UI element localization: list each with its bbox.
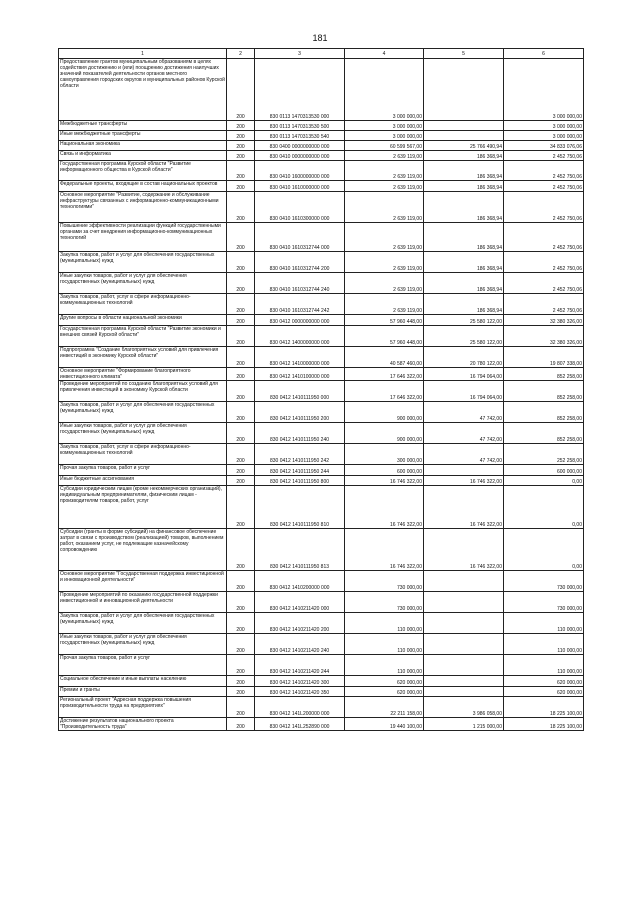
row-name-cell: Федеральные проекты, входящие в состав национальных проектов xyxy=(59,181,227,192)
table-row xyxy=(59,571,584,592)
budget-classification-code-cell: 830 0412 1400000000 000 xyxy=(255,326,345,347)
executed-amount-cell: 3 986 058,00 xyxy=(424,697,504,718)
unexecuted-amount-cell: 18 225 100,00 xyxy=(504,697,584,718)
column-number-header: 4 xyxy=(345,49,424,59)
unexecuted-amount-cell: 2 452 750,06 xyxy=(504,223,584,252)
budget-classification-code-cell: 830 0400 0000000000 000 xyxy=(255,141,345,151)
page-number: 181 xyxy=(312,33,328,43)
row-name-cell: Межбюджетные трансферты xyxy=(59,121,227,131)
approved-amount-cell: 2 639 119,00 xyxy=(345,252,424,273)
line-code-cell: 200 xyxy=(227,655,255,676)
row-name-cell: Государственная программа Курской области "Развитие информационного общества в Курской области" xyxy=(59,161,227,181)
unexecuted-amount-cell: 110 000,00 xyxy=(504,655,584,676)
approved-amount-cell: 57 960 448,00 xyxy=(345,315,424,326)
table-row xyxy=(59,326,584,347)
row-name-cell: Закупка товаров, работ и услуг для обеспечения государственных (муниципальных) нужд xyxy=(59,613,227,634)
column-number-header: 2 xyxy=(227,49,255,59)
approved-amount-cell: 17 646 322,00 xyxy=(345,381,424,402)
unexecuted-amount-cell: 32 380 326,00 xyxy=(504,315,584,326)
approved-amount-cell: 2 639 119,00 xyxy=(345,273,424,294)
unexecuted-amount-cell: 32 380 326,00 xyxy=(504,326,584,347)
budget-classification-code-cell: 830 0412 141L200000 000 xyxy=(255,697,345,718)
table-row xyxy=(59,368,584,381)
table-row xyxy=(59,529,584,571)
table-row xyxy=(59,181,584,192)
table-row xyxy=(59,402,584,423)
row-name-cell: Основное мероприятие "Формирование благоприятного инвестиционного климата" xyxy=(59,368,227,381)
executed-amount-cell: 25 580 122,00 xyxy=(424,315,504,326)
line-code-cell: 200 xyxy=(227,121,255,131)
row-name-cell: Основное мероприятие "Развитие, содержание и обслуживание инфраструктуры связанных с информационно-коммуникационными технологиями" xyxy=(59,192,227,223)
table-row xyxy=(59,131,584,141)
approved-amount-cell: 900 000,00 xyxy=(345,402,424,423)
executed-amount-cell: 186 368,94 xyxy=(424,181,504,192)
table-row xyxy=(59,634,584,655)
table-row xyxy=(59,161,584,181)
unexecuted-amount-cell: 2 452 750,06 xyxy=(504,294,584,315)
table-row xyxy=(59,613,584,634)
unexecuted-amount-cell: 0,00 xyxy=(504,529,584,571)
table-row xyxy=(59,423,584,444)
line-code-cell: 200 xyxy=(227,592,255,613)
executed-amount-cell xyxy=(424,613,504,634)
unexecuted-amount-cell: 3 000 000,00 xyxy=(504,131,584,141)
executed-amount-cell: 186 368,94 xyxy=(424,192,504,223)
budget-classification-code-cell: 830 0410 1600000000 000 xyxy=(255,161,345,181)
row-name-cell: Субсидии (гранты в форме субсидий) на финансовое обеспечение затрат в связи с производством (реализацией) товаров, выполнением работ, оказанием услуг, не подлежащие казначейскому сопровождению xyxy=(59,529,227,571)
line-code-cell: 200 xyxy=(227,223,255,252)
unexecuted-amount-cell: 0,00 xyxy=(504,486,584,529)
approved-amount-cell: 2 639 119,00 xyxy=(345,181,424,192)
budget-classification-code-cell: 830 0412 1410211420 300 xyxy=(255,676,345,687)
table-row xyxy=(59,718,584,731)
approved-amount-cell: 110 000,00 xyxy=(345,613,424,634)
row-name-cell: Закупка товаров, работ, услуг в сфере информационно-коммуникационных технологий xyxy=(59,294,227,315)
executed-amount-cell xyxy=(424,592,504,613)
unexecuted-amount-cell: 0,00 xyxy=(504,476,584,486)
table-row xyxy=(59,121,584,131)
unexecuted-amount-cell: 2 452 750,06 xyxy=(504,273,584,294)
executed-amount-cell: 186 368,94 xyxy=(424,151,504,161)
approved-amount-cell: 57 960 448,00 xyxy=(345,326,424,347)
approved-amount-cell: 620 000,00 xyxy=(345,687,424,697)
executed-amount-cell: 16 746 322,00 xyxy=(424,529,504,571)
column-number-header: 6 xyxy=(504,49,584,59)
line-code-cell: 200 xyxy=(227,402,255,423)
unexecuted-amount-cell: 34 833 076,06 xyxy=(504,141,584,151)
table-row xyxy=(59,465,584,476)
approved-amount-cell: 110 000,00 xyxy=(345,634,424,655)
row-name-cell: Повышение эффективности реализации функций государственными органами за счет внедрения информационно-коммуникационных технологий xyxy=(59,223,227,252)
approved-amount-cell: 2 639 119,00 xyxy=(345,161,424,181)
executed-amount-cell xyxy=(424,634,504,655)
row-name-cell: Проведение мероприятий по созданию благоприятных условий для привлечения инвестиций в экономику Курской области xyxy=(59,381,227,402)
approved-amount-cell: 730 000,00 xyxy=(345,571,424,592)
budget-classification-code-cell: 830 0113 1470313530 540 xyxy=(255,131,345,141)
unexecuted-amount-cell: 852 258,00 xyxy=(504,381,584,402)
line-code-cell: 200 xyxy=(227,273,255,294)
row-name-cell: Субсидии юридическим лицам (кроме некоммерческих организаций), индивидуальным предпринимателям, физическим лицам - производителям товаров, работ, услуг xyxy=(59,486,227,529)
column-number-header: 3 xyxy=(255,49,345,59)
approved-amount-cell: 600 000,00 xyxy=(345,465,424,476)
row-name-cell: Закупка товаров, работ и услуг для обеспечения государственных (муниципальных) нужд xyxy=(59,402,227,423)
unexecuted-amount-cell: 19 807 338,00 xyxy=(504,347,584,368)
executed-amount-cell xyxy=(424,131,504,141)
budget-execution-table xyxy=(58,48,584,731)
unexecuted-amount-cell: 620 000,00 xyxy=(504,687,584,697)
executed-amount-cell: 16 794 064,00 xyxy=(424,381,504,402)
budget-classification-code-cell: 830 0412 1410211420 350 xyxy=(255,687,345,697)
budget-classification-code-cell: 830 0412 1410100000 000 xyxy=(255,368,345,381)
unexecuted-amount-cell: 110 000,00 xyxy=(504,613,584,634)
line-code-cell: 200 xyxy=(227,444,255,465)
approved-amount-cell: 19 440 100,00 xyxy=(345,718,424,731)
approved-amount-cell: 900 000,00 xyxy=(345,423,424,444)
line-code-cell: 200 xyxy=(227,326,255,347)
budget-classification-code-cell: 830 0410 1610312744 200 xyxy=(255,252,345,273)
unexecuted-amount-cell: 2 452 750,06 xyxy=(504,181,584,192)
unexecuted-amount-cell: 3 000 000,00 xyxy=(504,121,584,131)
executed-amount-cell: 186 368,94 xyxy=(424,273,504,294)
line-code-cell: 200 xyxy=(227,131,255,141)
budget-classification-code-cell: 830 0412 1410111950 242 xyxy=(255,444,345,465)
unexecuted-amount-cell: 18 225 100,00 xyxy=(504,718,584,731)
line-code-cell: 200 xyxy=(227,192,255,223)
budget-classification-code-cell: 830 0410 1610000000 000 xyxy=(255,181,345,192)
table-row xyxy=(59,697,584,718)
budget-classification-code-cell: 830 0412 1410111950 200 xyxy=(255,402,345,423)
row-name-cell: Государственная программа Курской области "Развитие экономики и внешних связей Курской области" xyxy=(59,326,227,347)
table-row xyxy=(59,223,584,252)
table-row xyxy=(59,151,584,161)
executed-amount-cell xyxy=(424,571,504,592)
unexecuted-amount-cell: 252 258,00 xyxy=(504,444,584,465)
column-number-row xyxy=(59,49,584,59)
row-name-cell: Социальное обеспечение и иные выплаты населению xyxy=(59,676,227,687)
executed-amount-cell: 47 742,00 xyxy=(424,402,504,423)
budget-classification-code-cell: 830 0412 1410211420 200 xyxy=(255,613,345,634)
table-row xyxy=(59,59,584,121)
executed-amount-cell: 16 746 322,00 xyxy=(424,476,504,486)
budget-classification-code-cell: 830 0412 1410111950 000 xyxy=(255,381,345,402)
budget-classification-code-cell: 830 0412 141L252890 000 xyxy=(255,718,345,731)
table-row xyxy=(59,294,584,315)
table-row xyxy=(59,476,584,486)
executed-amount-cell: 1 215 000,00 xyxy=(424,718,504,731)
approved-amount-cell: 16 746 322,00 xyxy=(345,529,424,571)
line-code-cell: 200 xyxy=(227,151,255,161)
line-code-cell: 200 xyxy=(227,347,255,368)
approved-amount-cell: 22 211 158,00 xyxy=(345,697,424,718)
budget-classification-code-cell: 830 0113 1470313530 500 xyxy=(255,121,345,131)
executed-amount-cell xyxy=(424,121,504,131)
budget-classification-code-cell: 830 0412 1410111950 244 xyxy=(255,465,345,476)
budget-classification-code-cell: 830 0412 1410211420 000 xyxy=(255,592,345,613)
table-row xyxy=(59,486,584,529)
approved-amount-cell: 110 000,00 xyxy=(345,655,424,676)
line-code-cell: 200 xyxy=(227,161,255,181)
line-code-cell: 200 xyxy=(227,59,255,121)
table-row xyxy=(59,687,584,697)
approved-amount-cell: 3 000 000,00 xyxy=(345,59,424,121)
unexecuted-amount-cell: 730 000,00 xyxy=(504,592,584,613)
budget-classification-code-cell: 830 0410 1610312744 242 xyxy=(255,294,345,315)
unexecuted-amount-cell: 600 000,00 xyxy=(504,465,584,476)
row-name-cell: Прочая закупка товаров, работ и услуг xyxy=(59,655,227,676)
row-name-cell: Закупка товаров, работ и услуг для обеспечения государственных (муниципальных) нужд xyxy=(59,252,227,273)
table-row xyxy=(59,347,584,368)
row-name-cell: Достижение результатов национального проекта "Производительность труда" xyxy=(59,718,227,731)
unexecuted-amount-cell: 852 258,00 xyxy=(504,402,584,423)
line-code-cell: 200 xyxy=(227,676,255,687)
row-name-cell: Иные закупки товаров, работ и услуг для обеспечения государственных (муниципальных) нужд xyxy=(59,273,227,294)
unexecuted-amount-cell: 110 000,00 xyxy=(504,634,584,655)
budget-classification-code-cell: 830 0412 1410211420 244 xyxy=(255,655,345,676)
unexecuted-amount-cell: 2 452 750,06 xyxy=(504,151,584,161)
budget-classification-code-cell: 830 0113 1470313530 000 xyxy=(255,59,345,121)
column-number-header: 5 xyxy=(424,49,504,59)
line-code-cell: 200 xyxy=(227,252,255,273)
approved-amount-cell: 730 000,00 xyxy=(345,592,424,613)
budget-classification-code-cell: 830 0412 1410111950 800 xyxy=(255,476,345,486)
table-row xyxy=(59,655,584,676)
line-code-cell: 200 xyxy=(227,141,255,151)
row-name-cell: Региональный проект "Адресная поддержка повышения производительности труда на предприятиях" xyxy=(59,697,227,718)
table-row xyxy=(59,676,584,687)
executed-amount-cell: 186 368,94 xyxy=(424,294,504,315)
executed-amount-cell: 16 794 064,00 xyxy=(424,368,504,381)
row-name-cell: Иные межбюджетные трансферты xyxy=(59,131,227,141)
row-name-cell: Другие вопросы в области национальной экономики xyxy=(59,315,227,326)
approved-amount-cell: 2 639 119,00 xyxy=(345,294,424,315)
line-code-cell: 200 xyxy=(227,486,255,529)
row-name-cell: Проведение мероприятий по оказанию государственной поддержки инвестиционной и инновационной деятельности xyxy=(59,592,227,613)
executed-amount-cell: 25 580 122,00 xyxy=(424,326,504,347)
line-code-cell: 200 xyxy=(227,181,255,192)
executed-amount-cell: 47 742,00 xyxy=(424,444,504,465)
budget-classification-code-cell: 830 0412 1410111950 240 xyxy=(255,423,345,444)
budget-classification-code-cell: 830 0410 0000000000 000 xyxy=(255,151,345,161)
row-name-cell: Предоставление грантов муниципальным образованиям в целях содействия достижению и (или) поощрению достижения наилучших значений показателей деятельности органов местного самоуправления городских округов и муниципальных районов Курской области xyxy=(59,59,227,121)
table-row xyxy=(59,273,584,294)
approved-amount-cell: 2 639 119,00 xyxy=(345,192,424,223)
table-row xyxy=(59,381,584,402)
line-code-cell: 200 xyxy=(227,423,255,444)
table-row xyxy=(59,592,584,613)
unexecuted-amount-cell: 2 452 750,06 xyxy=(504,161,584,181)
row-name-cell: Закупка товаров, работ, услуг в сфере информационно-коммуникационных технологий xyxy=(59,444,227,465)
row-name-cell: Связь и информатика xyxy=(59,151,227,161)
budget-classification-code-cell: 830 0410 1610312744 240 xyxy=(255,273,345,294)
row-name-cell: Национальная экономика xyxy=(59,141,227,151)
approved-amount-cell: 60 599 567,00 xyxy=(345,141,424,151)
executed-amount-cell: 25 766 490,94 xyxy=(424,141,504,151)
executed-amount-cell: 186 368,94 xyxy=(424,252,504,273)
line-code-cell: 200 xyxy=(227,634,255,655)
line-code-cell: 200 xyxy=(227,294,255,315)
budget-classification-code-cell: 830 0412 1410111950 810 xyxy=(255,486,345,529)
line-code-cell: 200 xyxy=(227,465,255,476)
executed-amount-cell: 186 368,94 xyxy=(424,223,504,252)
approved-amount-cell: 620 000,00 xyxy=(345,676,424,687)
unexecuted-amount-cell: 2 452 750,06 xyxy=(504,192,584,223)
unexecuted-amount-cell: 2 452 750,06 xyxy=(504,252,584,273)
approved-amount-cell: 40 587 460,00 xyxy=(345,347,424,368)
table-row xyxy=(59,315,584,326)
approved-amount-cell: 3 000 000,00 xyxy=(345,121,424,131)
row-name-cell: Прочая закупка товаров, работ и услуг xyxy=(59,465,227,476)
line-code-cell: 200 xyxy=(227,476,255,486)
executed-amount-cell xyxy=(424,687,504,697)
row-name-cell: Иные закупки товаров, работ и услуг для обеспечения государственных (муниципальных) нужд xyxy=(59,634,227,655)
budget-classification-code-cell: 830 0412 1410111950 813 xyxy=(255,529,345,571)
row-name-cell: Иные бюджетные ассигнования xyxy=(59,476,227,486)
budget-classification-code-cell: 830 0410 1610312744 000 xyxy=(255,223,345,252)
line-code-cell: 200 xyxy=(227,315,255,326)
executed-amount-cell xyxy=(424,676,504,687)
executed-amount-cell xyxy=(424,655,504,676)
executed-amount-cell: 186 368,94 xyxy=(424,161,504,181)
budget-classification-code-cell: 830 0412 1410200000 000 xyxy=(255,571,345,592)
executed-amount-cell: 16 746 322,00 xyxy=(424,486,504,529)
approved-amount-cell: 16 746 322,00 xyxy=(345,486,424,529)
unexecuted-amount-cell: 3 000 000,00 xyxy=(504,59,584,121)
approved-amount-cell: 2 639 119,00 xyxy=(345,223,424,252)
line-code-cell: 200 xyxy=(227,368,255,381)
table-row xyxy=(59,192,584,223)
budget-classification-code-cell: 830 0412 1410211420 240 xyxy=(255,634,345,655)
line-code-cell: 200 xyxy=(227,718,255,731)
row-name-cell: Подпрограмма "Создание благоприятных условий для привлечения инвестиций в экономику Курской области" xyxy=(59,347,227,368)
unexecuted-amount-cell: 852 258,00 xyxy=(504,368,584,381)
executed-amount-cell xyxy=(424,465,504,476)
line-code-cell: 200 xyxy=(227,571,255,592)
column-number-header: 1 xyxy=(59,49,227,59)
line-code-cell: 200 xyxy=(227,697,255,718)
table-row xyxy=(59,252,584,273)
table-row xyxy=(59,444,584,465)
line-code-cell: 200 xyxy=(227,687,255,697)
row-name-cell: Основное мероприятие "Государственная поддержка инвестиционной и инновационной деятельности" xyxy=(59,571,227,592)
approved-amount-cell: 300 000,00 xyxy=(345,444,424,465)
budget-classification-code-cell: 830 0412 1410000000 000 xyxy=(255,347,345,368)
approved-amount-cell: 2 639 119,00 xyxy=(345,151,424,161)
approved-amount-cell: 16 746 322,00 xyxy=(345,476,424,486)
executed-amount-cell: 20 780 122,00 xyxy=(424,347,504,368)
approved-amount-cell: 3 000 000,00 xyxy=(345,131,424,141)
line-code-cell: 200 xyxy=(227,381,255,402)
budget-classification-code-cell: 830 0410 1610300000 000 xyxy=(255,192,345,223)
line-code-cell: 200 xyxy=(227,613,255,634)
unexecuted-amount-cell: 620 000,00 xyxy=(504,676,584,687)
line-code-cell: 200 xyxy=(227,529,255,571)
budget-classification-code-cell: 830 0412 0000000000 000 xyxy=(255,315,345,326)
executed-amount-cell: 47 742,00 xyxy=(424,423,504,444)
unexecuted-amount-cell: 730 000,00 xyxy=(504,571,584,592)
row-name-cell: Премии и гранты xyxy=(59,687,227,697)
table-row xyxy=(59,141,584,151)
unexecuted-amount-cell: 852 258,00 xyxy=(504,423,584,444)
approved-amount-cell: 17 646 322,00 xyxy=(345,368,424,381)
executed-amount-cell xyxy=(424,59,504,121)
row-name-cell: Иные закупки товаров, работ и услуг для обеспечения государственных (муниципальных) нужд xyxy=(59,423,227,444)
